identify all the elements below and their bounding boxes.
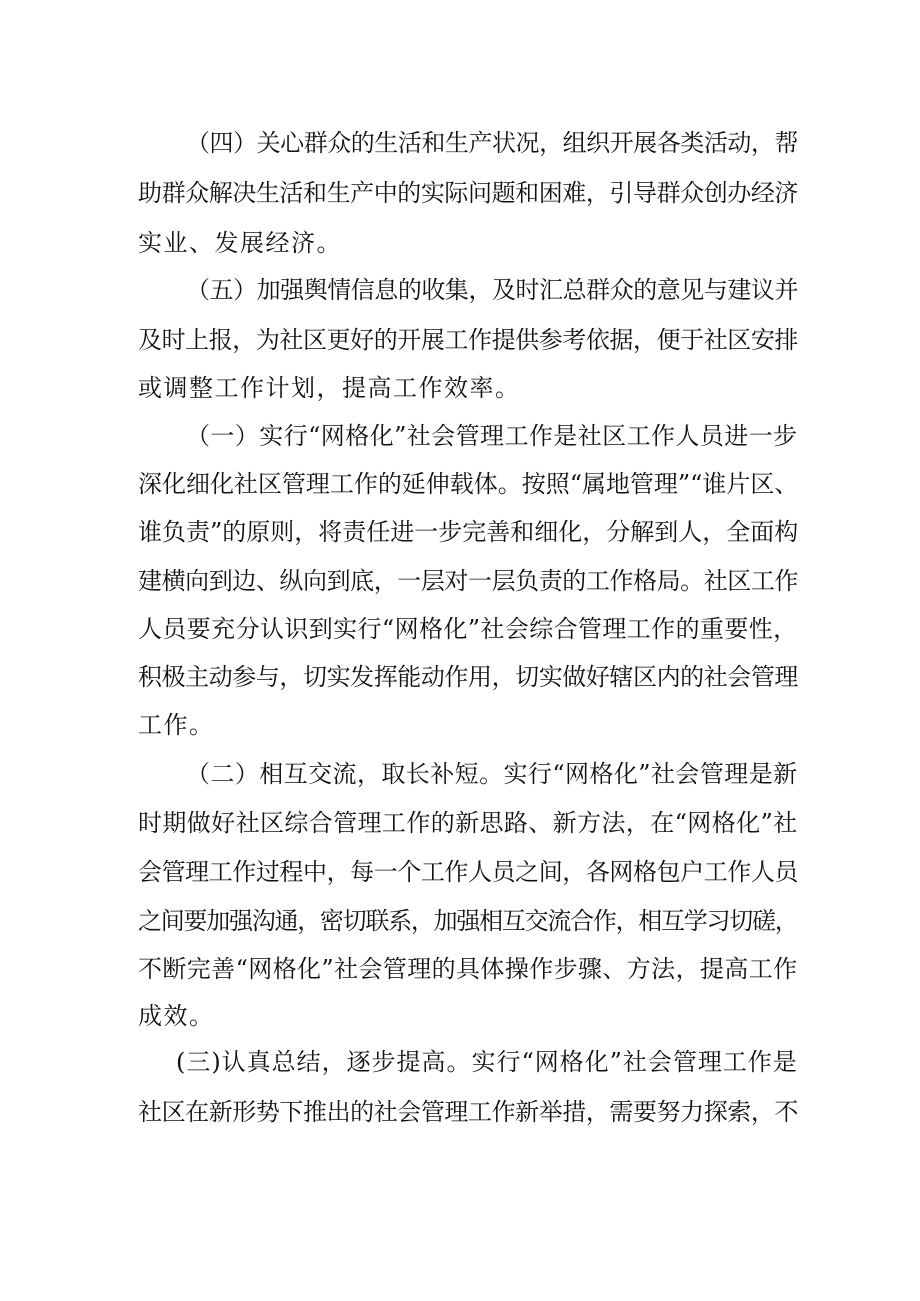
- paragraph-1-line-4: 建横向到边、纵向到底，一层对一层负责的工作格局。社区工作: [138, 567, 798, 595]
- paragraph-1-line-2: 深化细化社区管理工作的延伸载体。按照“属地管理”“谁片区、: [138, 470, 799, 498]
- paragraph-4-line-2: 助群众解决生活和生产中的实际问题和困难，引导群众创办经济: [138, 179, 798, 207]
- paragraph-5-line-1: （五）加强舆情信息的收集，及时汇总群众的意见与建议并: [186, 276, 798, 304]
- paragraph-2-line-3: 会管理工作过程中，每一个工作人员之间，各网格包户工作人员: [138, 858, 798, 886]
- paragraph-3-line-2: 社区在新形势下推出的社会管理工作新举措，需要努力探索，不: [138, 1098, 798, 1126]
- paragraph-2-line-1: （二）相互交流，取长补短。实行“网格化”社会管理是新: [186, 760, 798, 788]
- paragraph-2-line-2: 时期做好社区综合管理工作的新思路、新方法，在“网格化”社: [138, 809, 798, 837]
- paragraph-4-line-1: （四）关心群众的生活和生产状况，组织开展各类活动，帮: [186, 129, 798, 157]
- paragraph-5-line-3: 或调整工作计划，提高工作效率。: [138, 374, 521, 402]
- paragraph-5-line-2: 及时上报，为社区更好的开展工作提供参考依据，便于社区安排: [138, 326, 798, 354]
- paragraph-2-line-4: 之间要加强沟通，密切联系，加强相互交流合作，相互学习切磋，: [138, 907, 798, 935]
- paragraph-3-line-1: (三)认真总结，逐步提高。实行“网格化”社会管理工作是: [176, 1048, 798, 1076]
- paragraph-2-line-5: 不断完善“网格化”社会管理的具体操作步骤、方法，提高工作: [138, 955, 798, 983]
- paragraph-2-line-6: 成效。: [138, 1002, 215, 1030]
- paragraph-4-line-3: 实业、发展经济。: [138, 229, 342, 257]
- paragraph-1-line-1: （一）实行“网格化”社会管理工作是社区工作人员进一步: [186, 422, 798, 450]
- paragraph-1-line-6: 积极主动参与，切实发挥能动作用，切实做好辖区内的社会管理: [138, 663, 798, 691]
- paragraph-1-line-5: 人员要充分认识到实行“网格化”社会综合管理工作的重要性，: [138, 615, 798, 643]
- paragraph-1-line-7: 工作。: [138, 711, 215, 739]
- paragraph-1-line-3: 谁负责”的原则，将责任进一步完善和细化，分解到人，全面构: [138, 518, 799, 546]
